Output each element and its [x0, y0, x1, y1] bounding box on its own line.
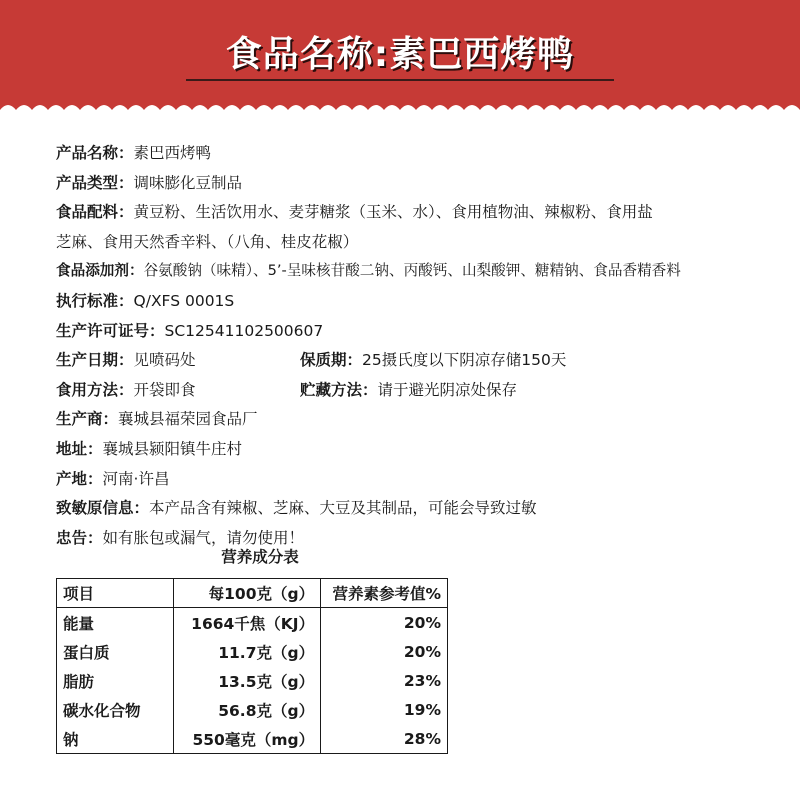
- cell-nrv: 19%: [321, 695, 448, 724]
- cell-amount: 13.5克（g）: [173, 666, 321, 695]
- table-row: [57, 666, 448, 695]
- info-label: 食品添加剂：: [56, 262, 144, 280]
- info-label: 执行标准：: [56, 291, 134, 310]
- cell-item: 蛋白质: [57, 637, 174, 666]
- info-label: 产品类型：: [56, 173, 134, 192]
- cell-amount: 56.8克（g）: [173, 695, 321, 724]
- info-value: 25摄氏度以下阴凉存储150天: [362, 351, 567, 370]
- cell-item: 脂肪: [57, 666, 174, 695]
- header-nrv: 营养素参考值%: [321, 579, 448, 608]
- cell-amount: 550毫克（mg）: [173, 724, 321, 754]
- info-label: 产地：: [56, 469, 103, 488]
- info-label: 产品名称：: [56, 144, 134, 162]
- header-item: 项目: [57, 579, 174, 608]
- cell-amount: 11.7克（g）: [173, 637, 321, 666]
- info-value: SC12541102500607: [164, 321, 324, 340]
- info-value: 请于避光阴凉处保存: [377, 380, 518, 399]
- info-row: [56, 229, 786, 259]
- info-row: [56, 199, 786, 229]
- info-value: 素巴西烤鸭: [133, 144, 212, 162]
- wave-edge: [0, 96, 800, 116]
- header-per100g: 每100克（g）: [173, 579, 321, 608]
- table-row: [57, 637, 448, 666]
- info-row: [56, 436, 786, 466]
- cell-nrv: 23%: [321, 666, 448, 695]
- cell-item: 碳水化合物: [57, 695, 174, 724]
- title-underline: [186, 79, 614, 81]
- info-row-pair: [56, 377, 786, 407]
- page-title: 食品名称:素巴西烤鸭: [225, 34, 575, 75]
- info-row: [56, 406, 786, 436]
- info-label: 贮藏方法：: [300, 380, 378, 399]
- info-value: 谷氨酸钠（味精）、5’-呈味核苷酸二钠、丙酸钙、山梨酸钾、糖精钠、食品香精香料: [143, 262, 681, 280]
- info-value: 河南·许昌: [102, 469, 170, 488]
- info-value: 芝麻、食用天然香辛料、（八角、桂皮花椒）: [56, 232, 359, 251]
- info-value: 黄豆粉、生活饮用水、麦芽糖浆（玉米、水）、食用植物油、辣椒粉、食用盐: [133, 203, 653, 222]
- table-header-row: [57, 579, 448, 608]
- info-col2: [300, 347, 566, 373]
- info-label: 生产许可证号：: [56, 321, 165, 340]
- info-row-pair: [56, 347, 786, 377]
- info-label: 食用方法：: [56, 380, 134, 399]
- nutrition-title: 营养成分表: [221, 548, 299, 566]
- cell-nrv: 28%: [321, 724, 448, 754]
- info-label: 生产日期：: [56, 351, 134, 370]
- info-value: 襄城县福荣园食品厂: [118, 410, 258, 429]
- info-label: 地址：: [56, 439, 103, 458]
- cell-nrv: 20%: [321, 637, 448, 666]
- info-row: [56, 140, 786, 170]
- table-row: [57, 724, 448, 754]
- table-row: [57, 695, 448, 724]
- info-value: 本产品含有辣椒、芝麻、大豆及其制品，可能会导致过敏: [149, 499, 537, 518]
- info-row: [56, 318, 786, 348]
- info-value: 见喷码处: [133, 351, 196, 370]
- info-label: 生产商：: [56, 410, 119, 429]
- info-col2: [300, 377, 517, 403]
- info-row: [56, 170, 786, 200]
- cell-amount: 1664千焦（KJ）: [173, 608, 321, 638]
- info-value: 调味膨化豆制品: [133, 173, 243, 192]
- cell-item: 能量: [57, 608, 174, 638]
- cell-item: 钠: [57, 724, 174, 754]
- info-row: [56, 288, 786, 318]
- info-row: [56, 466, 786, 496]
- nutrition-table: [56, 578, 448, 754]
- info-value: 如有胀包或漏气，请勿使用！: [102, 528, 305, 547]
- product-info: [56, 140, 786, 554]
- info-value: 开袋即食: [133, 380, 196, 399]
- info-row: [56, 495, 786, 525]
- info-row: [56, 258, 786, 288]
- info-label: 保质期：: [300, 351, 363, 370]
- info-value: 襄城县颍阳镇牛庄村: [102, 439, 243, 458]
- info-label: 致敏原信息：: [56, 499, 150, 518]
- info-label: 食品配料：: [56, 203, 134, 222]
- cell-nrv: 20%: [321, 608, 448, 638]
- header-banner: [0, 0, 800, 110]
- info-label: 忠告：: [56, 528, 103, 547]
- info-value: Q/XFS 0001S: [133, 291, 235, 310]
- table-row: [57, 608, 448, 638]
